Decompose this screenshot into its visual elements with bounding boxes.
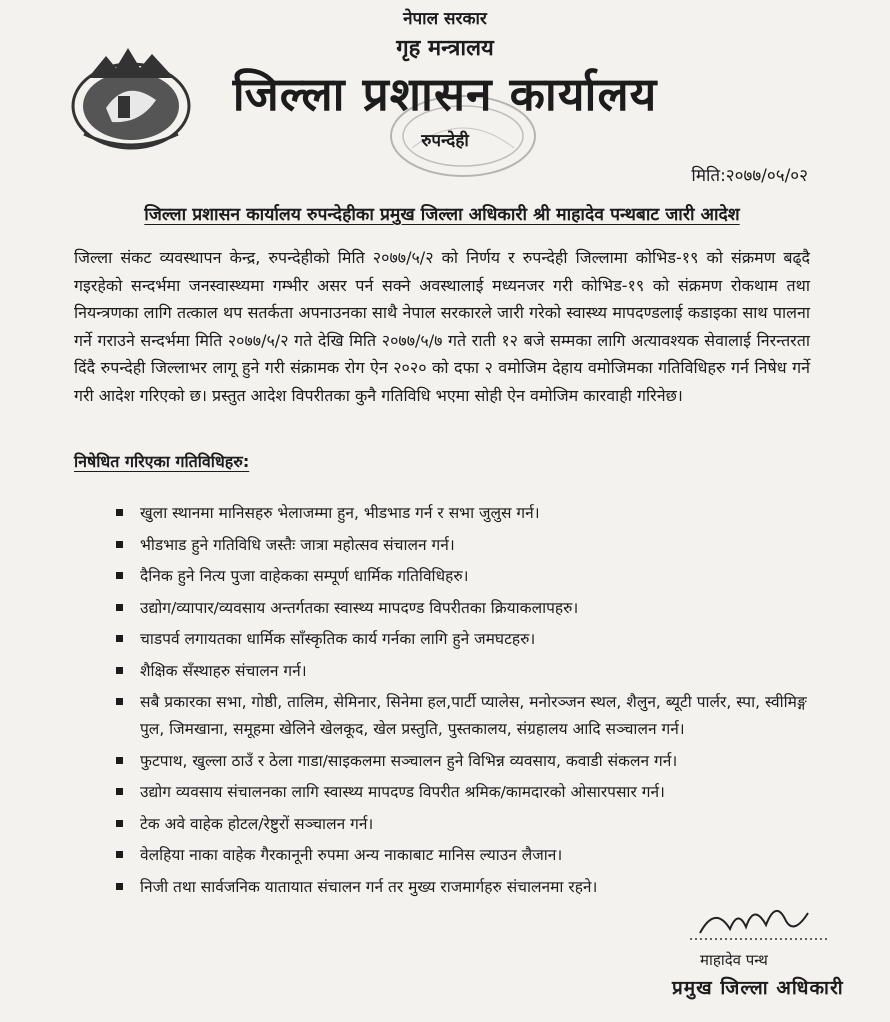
signatory-name: माहादेव पन्थ [700, 951, 768, 969]
order-paragraph: जिल्ला संकट व्यवस्थापन केन्द्र, रुपन्देहीको मिति २०७७/५/२ को निर्णय र रुपन्देही जिल्लामा कोभिड-१९ को संक्रमण बढ्दै गइरहेको सन्दर्भमा जनस्वास्थ्यमा गम्भीर असर पर्न सक्ने अवस्थालाई मध्यनजर गरी कोभिड-१९ को संक्रमण रोकथाम तथा नियन्त्रणका लागि तत्काल थप सतर्कता अपनाउनका साथै नेपाल सरकारले जारी गरेको स्वास्थ्य मापदण्डलाई कडाइका साथ पालना गर्ने गराउने सन्दर्भमा मिति २०७७/५/२ गते देखि मिति २०७७/५/७ गते राती १२ बजे सम्मका लागि अत्यावश्यक सेवालाई निरन्तरता दिंदै रुपन्देही जिल्लाभर लागू हुने गरी संक्रामक रोग ऐन २०२० को दफा २ वमोजिम देहाय वमोजिमका गतिविधिहरु गर्न निषेध गर्ने गरी आदेश गरिएको छ। प्रस्तुत आदेश विपरीतका कुनै गतिविधि भएमा सोही ऐन वमोजिम कारवाही गरिनेछ। [74, 248, 810, 405]
list-item-text: सबै प्रकारका सभा, गोष्ठी, तालिम, सेमिनार, सिनेमा हल,पार्टी प्यालेस, मनोरञ्जन स्थल, शैलुन, ब्यूटी पार्लर, स्पा, स्वीमिङ्ग पुल, जिमखाना, समूहमा खेलिने खेलकूद, खेल प्रस्तुति, पुस्तकालय, संग्रहालय आदि सञ्चालन गर्न। [140, 693, 807, 738]
office-title: जिल्ला प्रशासन कार्यालय [232, 67, 658, 121]
document-date: मिति:२०७७/०५/०२ [691, 166, 808, 186]
list-item [110, 532, 830, 559]
list-item-text: उद्योग/व्यापार/व्यवसाय अन्तर्गतका स्वास्थ्य मापदण्ड विपरीतका क्रियाकलापहरु। [140, 598, 579, 617]
handwritten-signature [690, 895, 830, 945]
list-item-text: फुटपाथ, खुल्ला ठाउँ र ठेला गाडा/साइकलमा सञ्चालन हुने विभिन्न व्यवसाय, कवाडी संकलन गर्न। [140, 751, 678, 770]
prohibited-list-heading: निषेधित गरिएका गतिविधिहरु: [74, 452, 250, 471]
bullet-icon [116, 698, 123, 705]
list-item [110, 658, 830, 685]
list-item [110, 595, 830, 622]
district-name: रुपन्देही [421, 131, 469, 151]
bullet-icon [116, 820, 123, 827]
bullet-icon [116, 851, 123, 858]
list-item [110, 563, 830, 590]
list-item-text: भीडभाड हुने गतिविधि जस्तैः जात्रा महोत्सव संचालन गर्न। [140, 535, 455, 554]
signatory-title: प्रमुख जिल्ला अधिकारी [672, 977, 844, 999]
list-item [110, 626, 830, 653]
bullet-icon [116, 883, 123, 890]
bullet-icon [116, 604, 123, 611]
subject-heading: जिल्ला प्रशासन कार्यालय रुपन्देहीका प्रमुख जिल्ला अधिकारी श्री माहादेव पन्थबाट जारी आदेश [144, 205, 740, 225]
list-item [110, 779, 830, 806]
government-name: नेपाल सरकार [403, 9, 487, 29]
bullet-icon [116, 757, 123, 764]
list-item-text: दैनिक हुने नित्य पुजा वाहेकका सम्पूर्ण धार्मिक गतिविधिहरु। [140, 567, 469, 585]
list-item-text: शैक्षिक सँस्थाहरु संचालन गर्न। [140, 661, 307, 680]
list-item [110, 842, 830, 869]
list-item [110, 689, 830, 743]
bullet-icon [116, 788, 123, 795]
list-item-text: निजी तथा सार्वजनिक यातायात संचालन गर्न तर मुख्य राजमार्गहरु संचालनमा रहने। [140, 877, 598, 896]
bullet-icon [116, 509, 123, 516]
list-item-text: उद्योग व्यवसाय संचालनका लागि स्वास्थ्य मापदण्ड विपरीत श्रमिक/कामदारको ओसारपसार गर्न। [140, 783, 665, 801]
bullet-icon [116, 572, 123, 579]
list-item [110, 500, 830, 527]
list-item [110, 811, 830, 838]
prohibited-activities-list [110, 500, 830, 905]
list-item-text: चाडपर्व लगायतका धार्मिक साँस्कृतिक कार्य गर्नका लागि हुने जमघटहरु। [140, 630, 536, 648]
list-item-text: खुला स्थानमा मानिसहरु भेलाजम्मा हुन, भीडभाड गर्न र सभा जुलुस गर्न। [140, 504, 540, 522]
bullet-icon [116, 667, 123, 674]
list-item [110, 748, 830, 775]
bullet-icon [116, 541, 123, 548]
bullet-icon [116, 635, 123, 642]
list-item-text: वेलहिया नाका वाहेक गैरकानूनी रुपमा अन्य नाकाबाट मानिस ल्याउन लैजान। [140, 846, 563, 864]
ministry-name: गृह मन्त्रालय [396, 36, 494, 61]
list-item-text: टेक अवे वाहेक होटल/रेष्टुरों सञ्चालन गर्न। [140, 814, 374, 833]
